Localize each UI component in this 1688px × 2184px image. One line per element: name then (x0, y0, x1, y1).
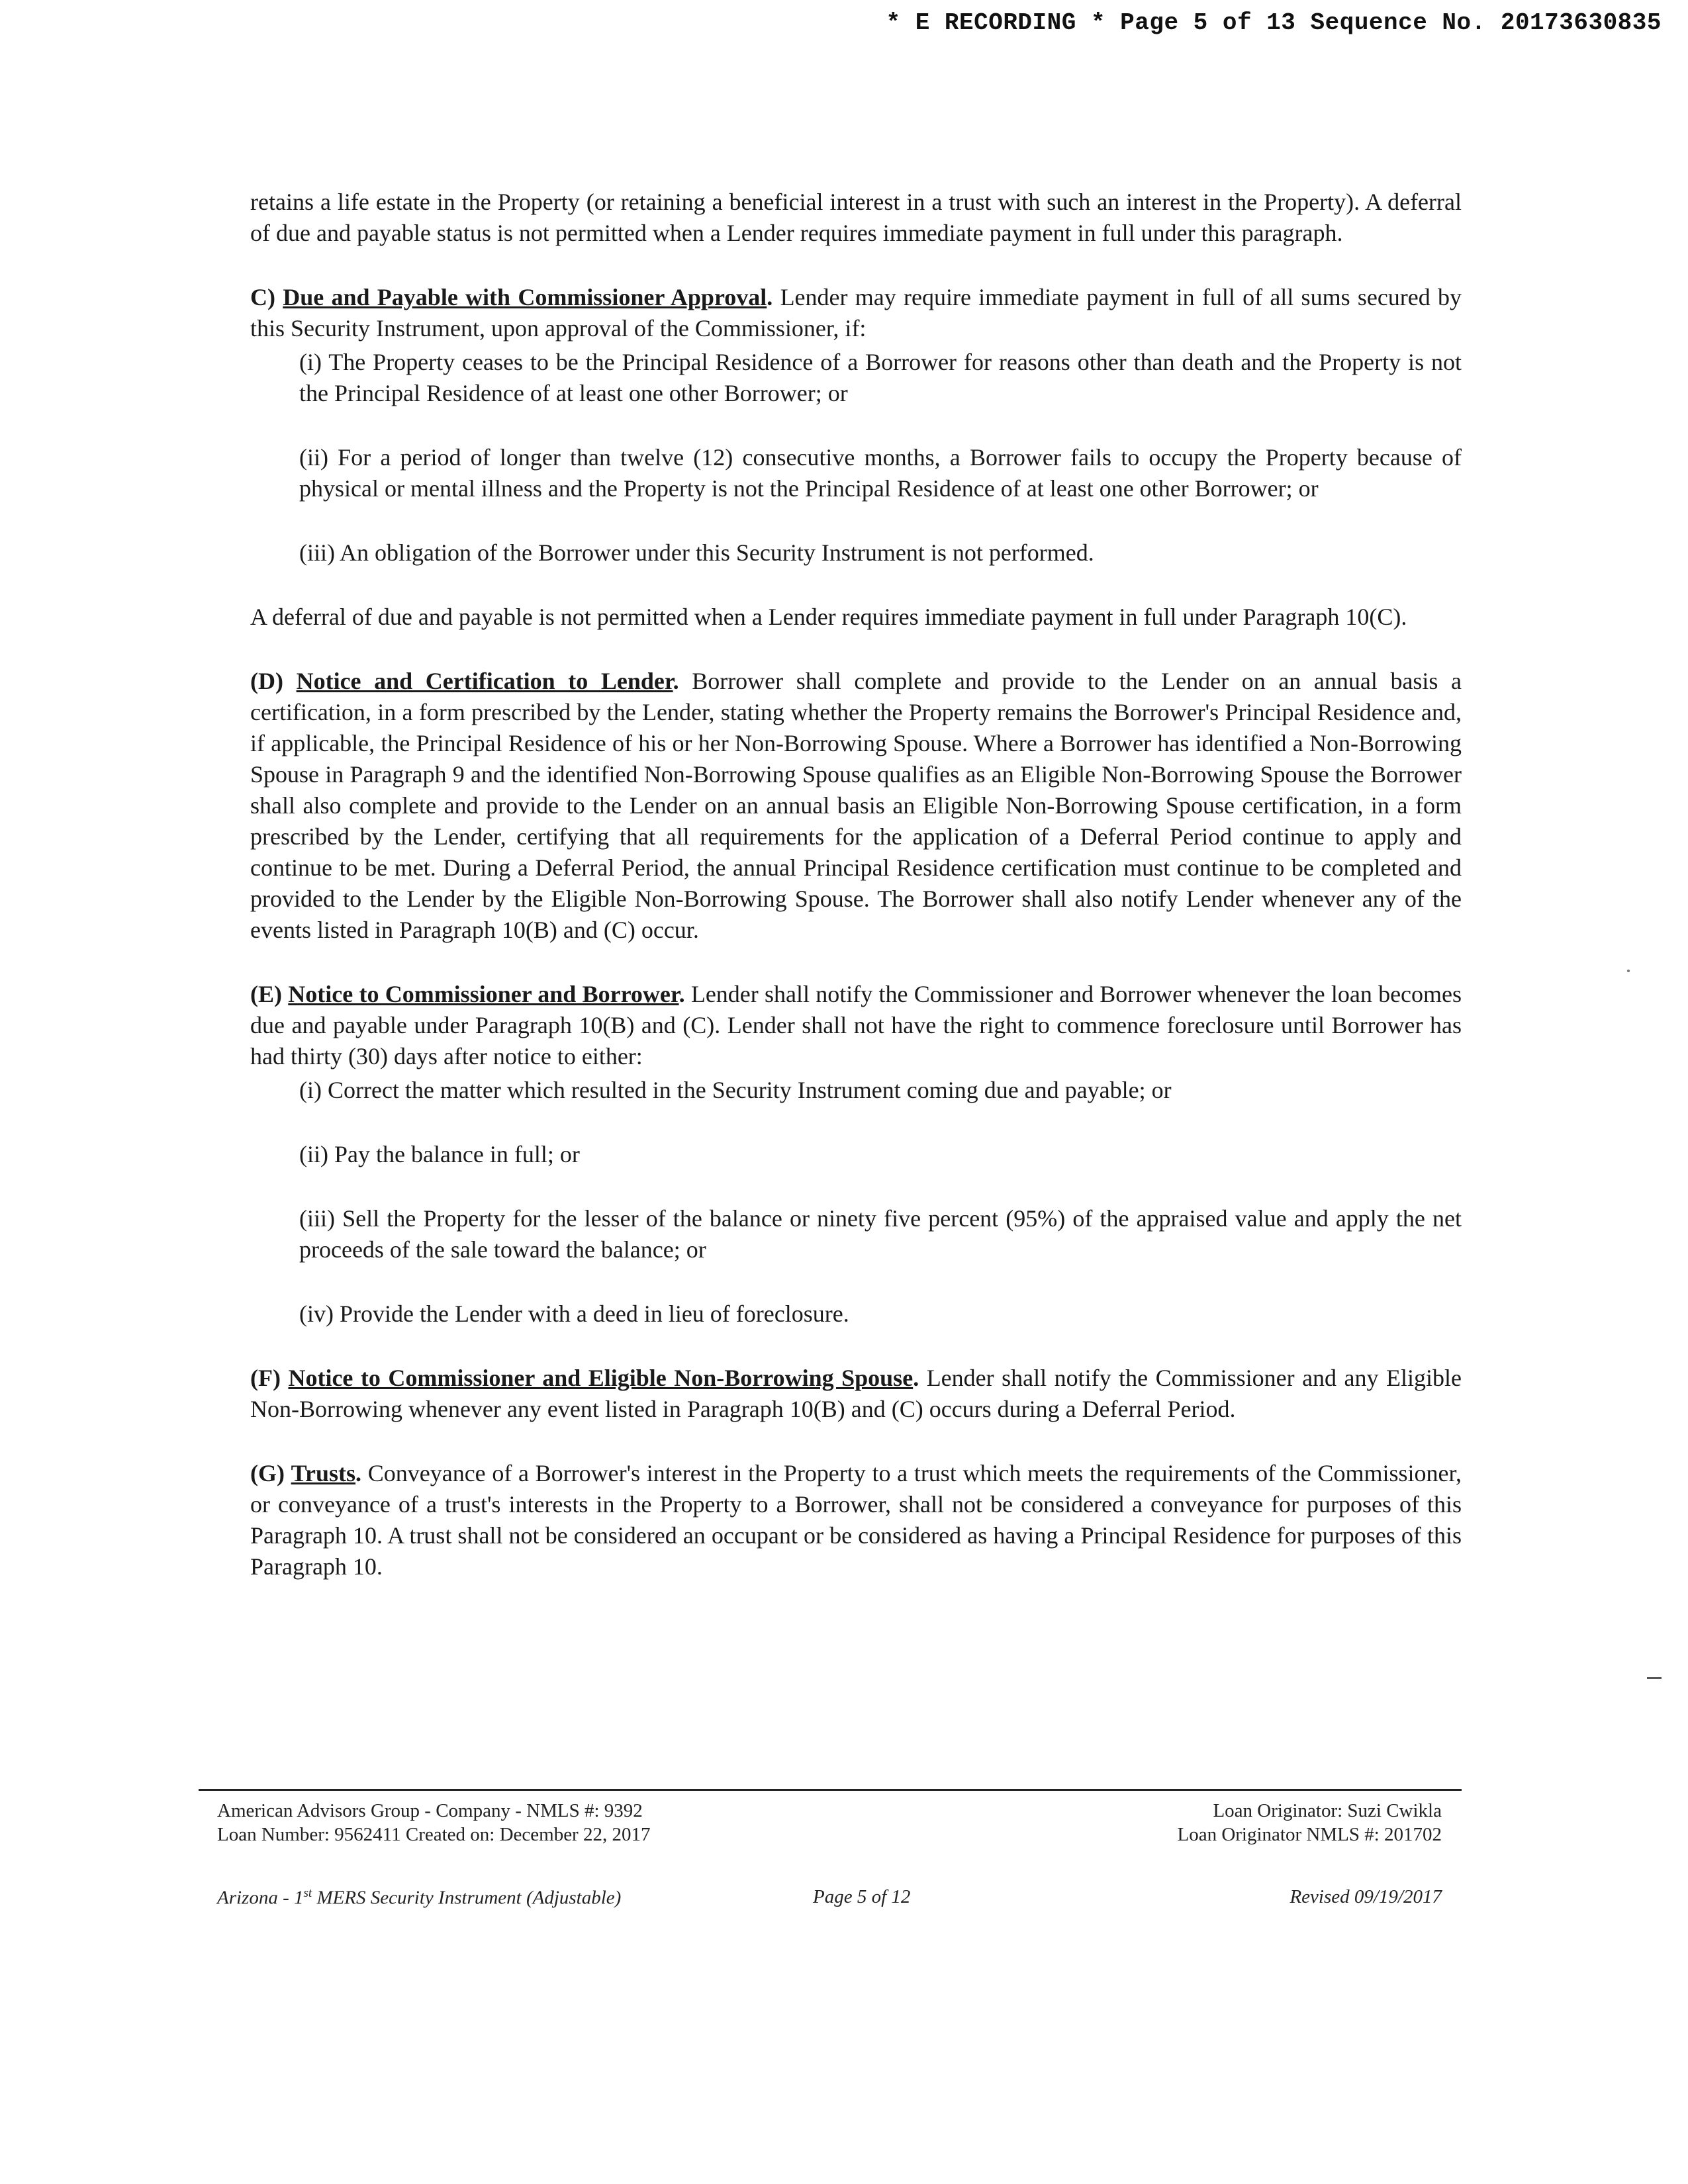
section-e-title: Notice to Commissioner and Borrower (288, 981, 679, 1007)
section-e-label: (E) (250, 981, 282, 1007)
footer-right (1177, 1799, 1442, 1846)
section-c-item-2: (ii) For a period of longer than twelve (12) consecutive months, a Borrower fails to occupy the Property because of physical or mental illness and the Property is not the Principal Residence of at least one other Borrower; or (299, 444, 1462, 502)
document-title: Arizona - 1st MERS Security Instrument (Adjustable) (217, 1886, 622, 1909)
section-c-label: C) (250, 284, 275, 310)
revised-date: Revised 09/19/2017 (1289, 1886, 1442, 1907)
section-g-label: (G) (250, 1460, 285, 1486)
section-g-title: Trusts (291, 1460, 356, 1486)
section-c-after: A deferral of due and payable is not permitted when a Lender requires immediate payment in full under Paragraph 10(C). (250, 604, 1407, 630)
section-f-text: Lender shall notify the Commissioner and any Eligible Non-Borrowing whenever any event listed in Paragraph 10(B) and (C) occurs during a Deferral Period. (250, 1365, 1462, 1422)
scan-speck (1627, 970, 1630, 972)
section-d-title: Notice and Certification to Lender (296, 668, 673, 694)
footer-loan-line: Loan Number: 9562411 Created on: December 22, 2017 (217, 1824, 651, 1845)
footer-originator-nmls: Loan Originator NMLS #: 201702 (1177, 1824, 1442, 1845)
section-f-title: Notice to Commissioner and Eligible Non-Borrowing Spouse (288, 1365, 914, 1391)
page-number: Page 5 of 12 (813, 1886, 911, 1907)
section-g-paragraph: (G) Trusts. Conveyance of a Borrower's interest in the Property to a trust which meets the requirements of the Commissioner, or conveyance of a trust's interests in the Property to a Borrower, shall not be considered a conveyance for purposes of this Paragraph 10. A trust shall not be considered an occupant or be considered as having a Principal Residence for purposes of this Paragraph 10. (250, 1460, 1462, 1580)
section-d-paragraph: (D) Notice and Certification to Lender. Borrower shall complete and provide to the Lender on an annual basis a certification, in a form prescribed by the Lender, stating whether the Property remains the Borrower's Principal Residence and, if applicable, the Principal Residence of his or her Non-Borrowing Spouse. Where a Borrower has identified a Non-Borrowing Spouse in Paragraph 9 and the identified Non-Borrowing Spouse qualifies as an Eligible Non-Borrowing Spouse the Borrower shall also complete and provide to the Lender on an annual basis an Eligible Non-Borrowing Spouse certification, in a form prescribed by the Lender, certifying that all requirements for the application of a Deferral Period continue to apply and continue to be met. During a Deferral Period, the annual Principal Residence certification must continue to be completed and provided to the Lender by the Eligible Non-Borrowing Spouse. The Borrower shall also notify Lender whenever any of the events listed in Paragraph 10(B) and (C) occur. (250, 668, 1462, 943)
section-e-item-2: (ii) Pay the balance in full; or (299, 1141, 580, 1167)
section-e-text: Lender shall notify the Commissioner and Borrower whenever the loan becomes due and payable under Paragraph 10(B) and (C). Lender shall not have the right to commence foreclosure until Borrower has had thirty (30) days after notice to either: (250, 981, 1462, 1069)
footer-left (217, 1799, 650, 1846)
section-c-text: Lender may require immediate payment in full of all sums secured by this Security Instrument, upon approval of the Commissioner, if: (250, 284, 1462, 341)
intro-paragraph: retains a life estate in the Property (or retaining a beneficial interest in a trust with such an interest in the Property). A deferral of due and payable status is not permitted when a Lender requires immediate payment in full under this paragraph. (250, 189, 1462, 246)
section-c-title: Due and Payable with Commissioner Approval (283, 284, 767, 310)
section-c-item-1: (i) The Property ceases to be the Principal Residence of a Borrower for reasons other than death and the Property is not the Principal Residence of at least one other Borrower; or (299, 349, 1462, 406)
section-e-item-3: (iii) Sell the Property for the lesser of the balance or ninety five percent (95%) of the appraised value and apply the net proceeds of the sale toward the balance; or (299, 1205, 1462, 1263)
section-d-text: Borrower shall complete and provide to the Lender on an annual basis a certification, in a form prescribed by the Lender, stating whether the Property remains the Borrower's Principal Residence and, if applicable, the Principal Residence of his or her Non-Borrowing Spouse. Where a Borrower has identified a Non-Borrowing Spouse in Paragraph 9 and the identified Non-Borrowing Spouse qualifies as an Eligible Non-Borrowing Spouse the Borrower shall also complete and provide to the Lender on an annual basis an Eligible Non-Borrowing Spouse certification, in a form prescribed by the Lender, certifying that all requirements for the application of a Deferral Period continue to apply and continue to be met. During a Deferral Period, the annual Principal Residence certification must continue to be completed and provided to the Lender by the Eligible Non-Borrowing Spouse. The Borrower shall also notify Lender whenever any of the events listed in Paragraph 10(B) and (C) occur. (250, 668, 1462, 943)
margin-mark (1647, 1677, 1662, 1679)
section-e-paragraph: (E) Notice to Commissioner and Borrower. Lender shall notify the Commissioner and Borrower whenever the loan becomes due and payable under Paragraph 10(B) and (C). Lender shall not have the right to commence foreclosure until Borrower has had thirty (30) days after notice to either: (250, 981, 1462, 1069)
section-g-text: Conveyance of a Borrower's interest in the Property to a trust which meets the requirements of the Commissioner, or conveyance of a trust's interests in the Property to a Borrower, shall not be considered a conveyance for purposes of this Paragraph 10. A trust shall not be considered an occupant or be considered as having a Principal Residence for purposes of this Paragraph 10. (250, 1460, 1462, 1580)
recording-header: * E RECORDING * Page 5 of 13 Sequence No. 20173630835 (886, 9, 1662, 36)
section-f-label: (F) (250, 1365, 281, 1391)
footer-originator: Loan Originator: Suzi Cwikla (1213, 1800, 1442, 1821)
document-body (250, 187, 1462, 1615)
footer-company-line: American Advisors Group - Company - NMLS #: 9392 (217, 1800, 643, 1821)
section-c-paragraph: C) Due and Payable with Commissioner Approval. Lender may require immediate payment in full of all sums secured by this Security Instrument, upon approval of the Commissioner, if: (250, 284, 1462, 341)
section-e-item-1: (i) Correct the matter which resulted in the Security Instrument coming due and payable; or (299, 1077, 1172, 1103)
section-e-item-4: (iv) Provide the Lender with a deed in lieu of foreclosure. (299, 1300, 849, 1327)
section-d-label: (D) (250, 668, 283, 694)
footer-rule (199, 1789, 1462, 1791)
section-f-paragraph: (F) Notice to Commissioner and Eligible Non-Borrowing Spouse. Lender shall notify the Commissioner and any Eligible Non-Borrowing whenever any event listed in Paragraph 10(B) and (C) occurs during a Deferral Period. (250, 1365, 1462, 1422)
section-c-item-3: (iii) An obligation of the Borrower under this Security Instrument is not performed. (299, 539, 1094, 566)
